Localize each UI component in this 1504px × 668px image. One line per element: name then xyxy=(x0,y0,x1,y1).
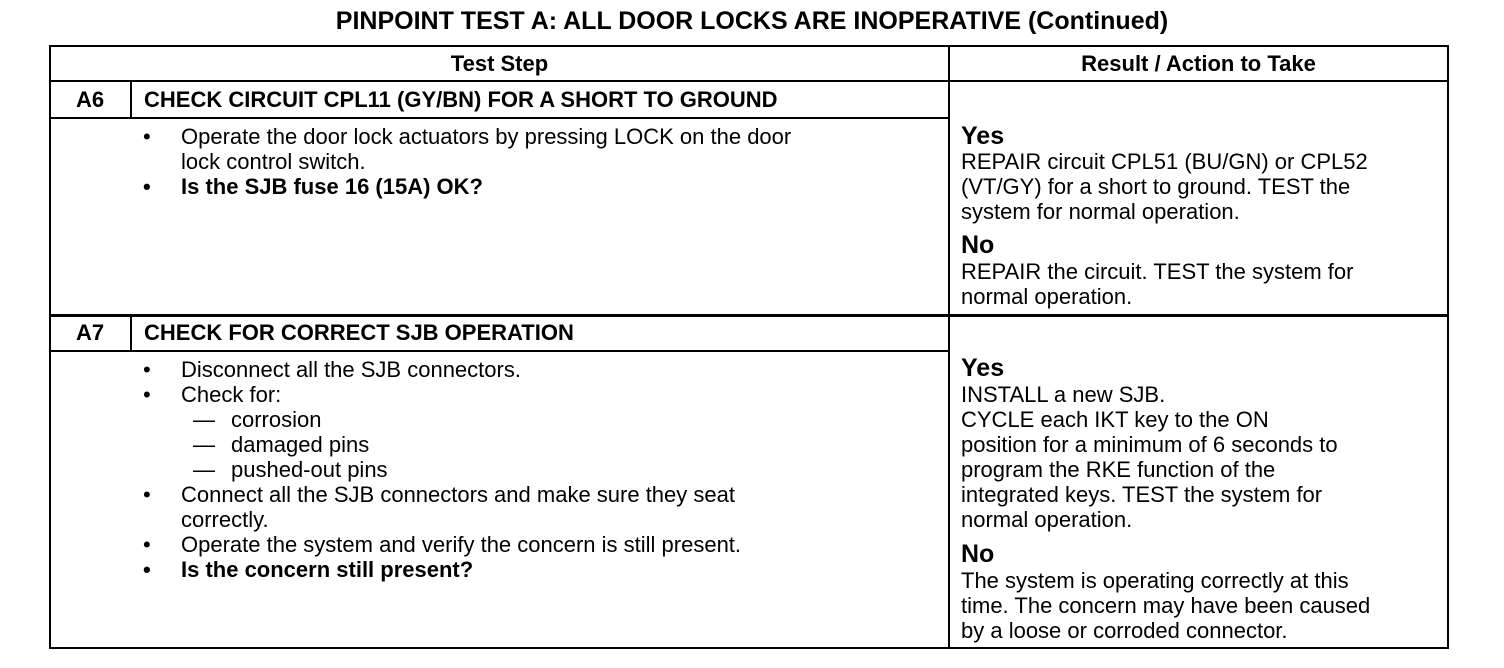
yes-label: Yes xyxy=(961,354,1005,382)
row-divider xyxy=(49,314,1449,317)
result-text: system for normal operation. xyxy=(961,199,1240,224)
dash: — xyxy=(193,457,215,482)
step-id: A6 xyxy=(75,87,105,112)
step-text: Operate the door lock actuators by pressing LOCK on the door xyxy=(181,124,792,149)
step-title-divider xyxy=(49,350,949,352)
bullet: • xyxy=(143,124,151,149)
bullet: • xyxy=(143,382,151,407)
step-id: A7 xyxy=(75,320,105,345)
page-title: PINPOINT TEST A: ALL DOOR LOCKS ARE INOPERATIVE (Continued) xyxy=(335,7,1169,35)
step-question: Is the concern still present? xyxy=(181,557,474,582)
step-question: Is the SJB fuse 16 (15A) OK? xyxy=(181,174,483,199)
step-text: Operate the system and verify the concern is still present. xyxy=(181,532,742,557)
bullet: • xyxy=(143,482,151,507)
step-title: CHECK CIRCUIT CPL11 (GY/BN) FOR A SHORT TO GROUND xyxy=(144,87,778,112)
step-text: Disconnect all the SJB connectors. xyxy=(181,357,521,382)
bullet: • xyxy=(143,557,151,582)
bullet: • xyxy=(143,357,151,382)
step-subitem: corrosion xyxy=(231,407,322,432)
result-text: CYCLE each IKT key to the ON xyxy=(961,407,1269,432)
result-text: integrated keys. TEST the system for xyxy=(961,482,1323,507)
result-text: program the RKE function of the xyxy=(961,457,1276,482)
header-divider xyxy=(49,80,1449,82)
step-id-divider xyxy=(130,315,132,351)
step-subitem: damaged pins xyxy=(231,432,370,457)
result-text: INSTALL a new SJB. xyxy=(961,382,1166,407)
bullet: • xyxy=(143,174,151,199)
step-text: Connect all the SJB connectors and make sure they seat xyxy=(181,482,735,507)
result-text: normal operation. xyxy=(961,507,1133,532)
result-text: by a loose or corroded connector. xyxy=(961,618,1288,643)
result-text: REPAIR the circuit. TEST the system for xyxy=(961,259,1354,284)
result-text: position for a minimum of 6 seconds to xyxy=(961,432,1338,457)
dash: — xyxy=(193,407,215,432)
result-text: normal operation. xyxy=(961,284,1133,309)
step-subitem: pushed-out pins xyxy=(231,457,388,482)
dash: — xyxy=(193,432,215,457)
column-divider xyxy=(948,45,950,649)
result-text: REPAIR circuit CPL51 (BU/GN) or CPL52 xyxy=(961,149,1368,174)
result-text: (VT/GY) for a short to ground. TEST the xyxy=(961,174,1351,199)
result-text: The system is operating correctly at this xyxy=(961,568,1349,593)
no-label: No xyxy=(961,231,995,259)
step-title-divider xyxy=(49,117,949,119)
no-label: No xyxy=(961,540,995,568)
result-text: time. The concern may have been caused xyxy=(961,593,1371,618)
header-test-step: Test Step xyxy=(450,51,549,76)
bullet: • xyxy=(143,532,151,557)
yes-label: Yes xyxy=(961,122,1005,150)
step-id-divider xyxy=(130,80,132,118)
step-text: lock control switch. xyxy=(181,149,366,174)
step-text: Check for: xyxy=(181,382,282,407)
step-text: correctly. xyxy=(181,507,269,532)
step-title: CHECK FOR CORRECT SJB OPERATION xyxy=(144,320,574,345)
header-result-action: Result / Action to Take xyxy=(1081,51,1316,76)
